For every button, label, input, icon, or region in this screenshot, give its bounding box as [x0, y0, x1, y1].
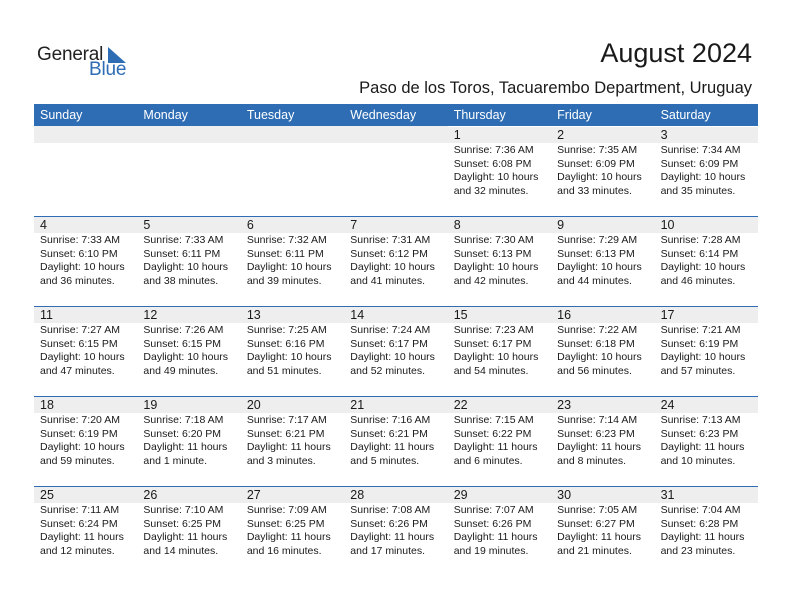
sunset-time: Sunset: 6:18 PM: [557, 337, 635, 350]
empty-day-header: [241, 126, 344, 143]
day-info: [454, 504, 551, 558]
sunset-time: Sunset: 6:25 PM: [143, 517, 222, 530]
daylight-hours: Daylight: 11 hours: [40, 531, 124, 543]
day-info: [143, 324, 240, 378]
sunset-time: Sunset: 6:27 PM: [557, 517, 635, 530]
daylight-hours: Daylight: 11 hours: [660, 441, 745, 453]
day-cell: [655, 126, 758, 214]
day-number: 23: [551, 397, 654, 413]
week-row: [34, 126, 758, 214]
day-cell: [448, 306, 551, 394]
day-number: 9: [551, 217, 654, 233]
sunset-time: Sunset: 6:20 PM: [143, 427, 222, 440]
daylight-minutes: and 36 minutes.: [40, 274, 115, 287]
daylight-minutes: and 42 minutes.: [453, 274, 529, 287]
sunset-time: Sunset: 6:24 PM: [40, 517, 118, 530]
day-info: [143, 234, 240, 288]
sunset-time: Sunset: 6:19 PM: [40, 427, 118, 440]
daylight-hours: Daylight: 10 hours: [143, 261, 229, 273]
daylight-hours: Daylight: 10 hours: [557, 261, 642, 273]
weekday-sunday: Sunday: [40, 108, 83, 122]
daylight-hours: Daylight: 10 hours: [453, 351, 539, 363]
sunrise-time: Sunrise: 7:09 AM: [246, 504, 327, 516]
daylight-hours: Daylight: 10 hours: [557, 351, 642, 363]
day-number: 20: [241, 397, 344, 413]
day-number: 29: [448, 487, 551, 503]
day-number: 24: [655, 397, 758, 413]
day-cell: [448, 396, 551, 484]
empty-day-header: [344, 126, 447, 143]
daylight-hours: Daylight: 10 hours: [246, 351, 332, 363]
sunset-time: Sunset: 6:28 PM: [660, 517, 739, 530]
empty-day-cell: [137, 126, 240, 214]
day-info: [350, 504, 447, 558]
daylight-minutes: and 59 minutes.: [40, 454, 115, 467]
sunset-time: Sunset: 6:11 PM: [246, 247, 324, 260]
daylight-hours: Daylight: 10 hours: [660, 351, 746, 363]
sunset-time: Sunset: 6:10 PM: [40, 247, 118, 260]
daylight-hours: Daylight: 10 hours: [40, 351, 125, 363]
logo-text-blue: Blue: [89, 59, 127, 80]
day-number: 1: [448, 127, 551, 143]
sunset-time: Sunset: 6:21 PM: [350, 427, 428, 440]
sunset-time: Sunset: 6:12 PM: [350, 247, 428, 260]
empty-day-cell: [344, 126, 447, 214]
day-cell: [655, 396, 758, 484]
daylight-minutes: and 38 minutes.: [143, 274, 219, 287]
day-number: 2: [551, 127, 654, 143]
empty-day-header: [34, 126, 137, 143]
daylight-hours: Daylight: 11 hours: [246, 441, 331, 453]
daylight-minutes: and 16 minutes.: [246, 544, 322, 557]
sunrise-time: Sunrise: 7:34 AM: [660, 144, 741, 156]
daylight-minutes: and 44 minutes.: [557, 274, 632, 287]
day-cell: [448, 216, 551, 304]
day-info: [454, 414, 551, 468]
daylight-hours: Daylight: 10 hours: [40, 261, 125, 273]
sunset-time: Sunset: 6:25 PM: [246, 517, 325, 530]
sunrise-time: Sunrise: 7:30 AM: [453, 234, 534, 246]
logo-text-general: General: [37, 44, 104, 65]
day-info: [557, 324, 654, 378]
week-row: [34, 216, 758, 304]
daylight-hours: Daylight: 10 hours: [350, 261, 435, 273]
daylight-minutes: and 23 minutes.: [660, 544, 736, 557]
day-number: 4: [34, 217, 137, 233]
sunrise-time: Sunrise: 7:16 AM: [350, 414, 431, 426]
daylight-minutes: and 19 minutes.: [453, 544, 529, 557]
day-info: [661, 414, 758, 468]
page-title: August 2024: [600, 38, 752, 68]
sunrise-time: Sunrise: 7:10 AM: [143, 504, 224, 516]
day-number: 3: [655, 127, 758, 143]
sunrise-time: Sunrise: 7:29 AM: [557, 234, 638, 246]
day-cell: [34, 486, 137, 574]
daylight-hours: Daylight: 10 hours: [660, 261, 746, 273]
day-number: 27: [241, 487, 344, 503]
day-info: [40, 414, 137, 468]
empty-day-header: [137, 126, 240, 143]
day-info: [350, 324, 447, 378]
day-cell: [241, 486, 344, 574]
day-cell: [344, 486, 447, 574]
sunset-time: Sunset: 6:17 PM: [350, 337, 428, 350]
sunset-time: Sunset: 6:09 PM: [660, 157, 739, 170]
daylight-hours: Daylight: 10 hours: [246, 261, 332, 273]
day-cell: [448, 126, 551, 214]
day-info: [557, 144, 654, 198]
day-cell: [34, 306, 137, 394]
daylight-hours: Daylight: 11 hours: [350, 441, 435, 453]
weekday-tuesday: Tuesday: [246, 108, 295, 122]
day-info: [247, 414, 344, 468]
day-info: [557, 414, 654, 468]
daylight-minutes: and 3 minutes.: [246, 454, 316, 467]
day-number: 28: [344, 487, 447, 503]
day-info: [454, 234, 551, 288]
sunrise-time: Sunrise: 7:08 AM: [350, 504, 431, 516]
day-info: [143, 504, 240, 558]
daylight-minutes: and 12 minutes.: [40, 544, 115, 557]
daylight-minutes: and 46 minutes.: [660, 274, 736, 287]
daylight-minutes: and 32 minutes.: [453, 184, 529, 197]
sunset-time: Sunset: 6:26 PM: [453, 517, 532, 530]
weekday-thursday: Thursday: [453, 108, 506, 122]
day-number: 30: [551, 487, 654, 503]
day-info: [247, 504, 344, 558]
day-cell: [241, 396, 344, 484]
sunset-time: Sunset: 6:15 PM: [40, 337, 118, 350]
day-cell: [551, 396, 654, 484]
sunrise-time: Sunrise: 7:25 AM: [246, 324, 327, 336]
day-info: [350, 234, 447, 288]
location-subtitle: Paso de los Toros, Tacuarembo Department, Uruguay: [359, 79, 752, 97]
sunset-time: Sunset: 6:17 PM: [453, 337, 532, 350]
sunset-time: Sunset: 6:09 PM: [557, 157, 635, 170]
sunset-time: Sunset: 6:13 PM: [557, 247, 635, 260]
sunset-time: Sunset: 6:22 PM: [453, 427, 532, 440]
day-info: [661, 504, 758, 558]
sunset-time: Sunset: 6:23 PM: [557, 427, 635, 440]
daylight-hours: Daylight: 10 hours: [557, 171, 642, 183]
daylight-minutes: and 35 minutes.: [660, 184, 736, 197]
day-number: 5: [137, 217, 240, 233]
daylight-hours: Daylight: 11 hours: [660, 531, 745, 543]
day-number: 8: [448, 217, 551, 233]
day-info: [557, 504, 654, 558]
day-number: 7: [344, 217, 447, 233]
sunrise-time: Sunrise: 7:35 AM: [557, 144, 638, 156]
weekday-wednesday: Wednesday: [350, 108, 417, 122]
daylight-hours: Daylight: 11 hours: [557, 441, 641, 453]
sunrise-time: Sunrise: 7:33 AM: [40, 234, 120, 246]
day-number: 12: [137, 307, 240, 323]
day-cell: [137, 486, 240, 574]
sunrise-time: Sunrise: 7:36 AM: [453, 144, 534, 156]
daylight-minutes: and 14 minutes.: [143, 544, 219, 557]
empty-day-cell: [34, 126, 137, 214]
week-row: [34, 396, 758, 484]
daylight-minutes: and 52 minutes.: [350, 364, 425, 377]
sunset-time: Sunset: 6:13 PM: [453, 247, 532, 260]
day-number: 19: [137, 397, 240, 413]
daylight-hours: Daylight: 11 hours: [557, 531, 641, 543]
sunrise-time: Sunrise: 7:28 AM: [660, 234, 741, 246]
day-number: 15: [448, 307, 551, 323]
day-cell: [34, 396, 137, 484]
daylight-minutes: and 47 minutes.: [40, 364, 115, 377]
day-number: 21: [344, 397, 447, 413]
daylight-minutes: and 6 minutes.: [453, 454, 523, 467]
weekday-friday: Friday: [557, 108, 592, 122]
day-number: 16: [551, 307, 654, 323]
day-cell: [34, 216, 137, 304]
day-info: [661, 234, 758, 288]
sunrise-time: Sunrise: 7:18 AM: [143, 414, 224, 426]
sunrise-time: Sunrise: 7:26 AM: [143, 324, 224, 336]
day-info: [247, 234, 344, 288]
daylight-minutes: and 1 minute.: [143, 454, 208, 467]
day-info: [350, 414, 447, 468]
sunrise-time: Sunrise: 7:17 AM: [246, 414, 327, 426]
daylight-minutes: and 8 minutes.: [557, 454, 627, 467]
daylight-minutes: and 56 minutes.: [557, 364, 632, 377]
day-number: 26: [137, 487, 240, 503]
day-cell: [241, 216, 344, 304]
day-cell: [655, 486, 758, 574]
day-cell: [344, 396, 447, 484]
sunrise-time: Sunrise: 7:23 AM: [453, 324, 534, 336]
daylight-minutes: and 49 minutes.: [143, 364, 219, 377]
day-info: [454, 324, 551, 378]
day-cell: [551, 216, 654, 304]
day-number: 6: [241, 217, 344, 233]
day-number: 31: [655, 487, 758, 503]
daylight-minutes: and 17 minutes.: [350, 544, 425, 557]
sunset-time: Sunset: 6:21 PM: [246, 427, 325, 440]
sunrise-time: Sunrise: 7:21 AM: [660, 324, 741, 336]
day-info: [661, 144, 758, 198]
daylight-hours: Daylight: 10 hours: [350, 351, 435, 363]
day-info: [40, 324, 137, 378]
weekday-saturday: Saturday: [660, 108, 711, 122]
daylight-minutes: and 51 minutes.: [246, 364, 322, 377]
sunset-time: Sunset: 6:14 PM: [660, 247, 739, 260]
daylight-minutes: and 33 minutes.: [557, 184, 632, 197]
day-info: [454, 144, 551, 198]
day-cell: [344, 306, 447, 394]
sunrise-time: Sunrise: 7:15 AM: [453, 414, 534, 426]
daylight-hours: Daylight: 11 hours: [246, 531, 331, 543]
week-row: [34, 306, 758, 394]
logo: [37, 44, 137, 80]
weekday-header: [34, 104, 758, 126]
day-number: 13: [241, 307, 344, 323]
day-cell: [551, 306, 654, 394]
daylight-minutes: and 54 minutes.: [453, 364, 529, 377]
day-info: [40, 234, 137, 288]
day-cell: [137, 216, 240, 304]
daylight-hours: Daylight: 11 hours: [350, 531, 435, 543]
day-cell: [655, 306, 758, 394]
daylight-hours: Daylight: 10 hours: [143, 351, 229, 363]
day-number: 25: [34, 487, 137, 503]
sunset-time: Sunset: 6:26 PM: [350, 517, 428, 530]
sunrise-time: Sunrise: 7:04 AM: [660, 504, 741, 516]
day-number: 22: [448, 397, 551, 413]
day-info: [247, 324, 344, 378]
sunset-time: Sunset: 6:15 PM: [143, 337, 222, 350]
daylight-hours: Daylight: 11 hours: [453, 531, 538, 543]
day-cell: [344, 216, 447, 304]
day-number: 18: [34, 397, 137, 413]
day-info: [557, 234, 654, 288]
day-info: [143, 414, 240, 468]
daylight-hours: Daylight: 10 hours: [453, 171, 539, 183]
daylight-hours: Daylight: 10 hours: [40, 441, 125, 453]
day-cell: [448, 486, 551, 574]
sunset-time: Sunset: 6:23 PM: [660, 427, 739, 440]
sunrise-time: Sunrise: 7:05 AM: [557, 504, 638, 516]
daylight-minutes: and 5 minutes.: [350, 454, 420, 467]
sunset-time: Sunset: 6:11 PM: [143, 247, 221, 260]
sunrise-time: Sunrise: 7:32 AM: [246, 234, 327, 246]
daylight-minutes: and 21 minutes.: [557, 544, 632, 557]
day-cell: [137, 396, 240, 484]
day-cell: [551, 486, 654, 574]
day-cell: [551, 126, 654, 214]
daylight-hours: Daylight: 11 hours: [143, 531, 228, 543]
day-cell: [241, 306, 344, 394]
day-number: 11: [34, 307, 137, 323]
daylight-minutes: and 10 minutes.: [660, 454, 736, 467]
sunrise-time: Sunrise: 7:33 AM: [143, 234, 224, 246]
weekday-monday: Monday: [143, 108, 188, 122]
sunrise-time: Sunrise: 7:24 AM: [350, 324, 431, 336]
sunset-time: Sunset: 6:08 PM: [453, 157, 532, 170]
sunrise-time: Sunrise: 7:11 AM: [40, 504, 120, 516]
sunrise-time: Sunrise: 7:13 AM: [660, 414, 741, 426]
day-cell: [137, 306, 240, 394]
day-number: 10: [655, 217, 758, 233]
day-info: [661, 324, 758, 378]
daylight-hours: Daylight: 11 hours: [143, 441, 228, 453]
daylight-minutes: and 39 minutes.: [246, 274, 322, 287]
daylight-minutes: and 57 minutes.: [660, 364, 736, 377]
sunrise-time: Sunrise: 7:31 AM: [350, 234, 431, 246]
day-cell: [655, 216, 758, 304]
week-row: [34, 486, 758, 574]
daylight-hours: Daylight: 10 hours: [660, 171, 746, 183]
empty-day-cell: [241, 126, 344, 214]
sunrise-time: Sunrise: 7:27 AM: [40, 324, 120, 336]
sunset-time: Sunset: 6:19 PM: [660, 337, 739, 350]
sunrise-time: Sunrise: 7:14 AM: [557, 414, 638, 426]
day-number: 17: [655, 307, 758, 323]
sunrise-time: Sunrise: 7:07 AM: [453, 504, 534, 516]
sunrise-time: Sunrise: 7:22 AM: [557, 324, 638, 336]
daylight-hours: Daylight: 10 hours: [453, 261, 539, 273]
sunrise-time: Sunrise: 7:20 AM: [40, 414, 120, 426]
daylight-hours: Daylight: 11 hours: [453, 441, 538, 453]
daylight-minutes: and 41 minutes.: [350, 274, 425, 287]
day-info: [40, 504, 137, 558]
day-number: 14: [344, 307, 447, 323]
sunset-time: Sunset: 6:16 PM: [246, 337, 325, 350]
